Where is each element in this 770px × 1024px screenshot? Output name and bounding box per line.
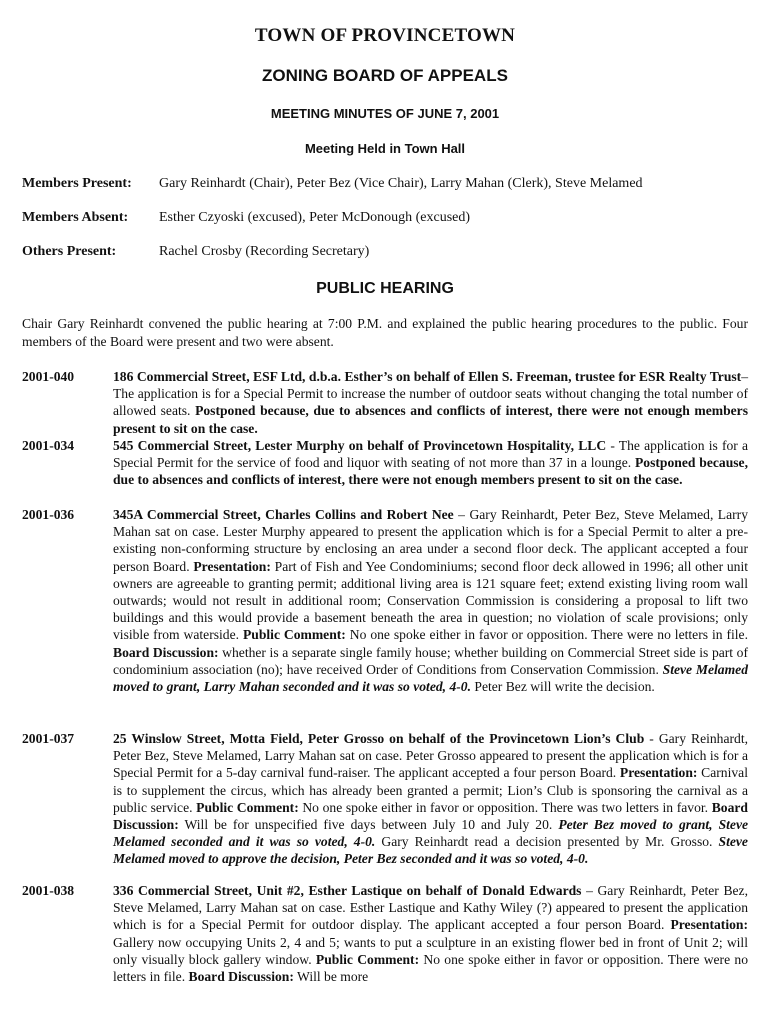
case-text: Will be more [293, 969, 369, 985]
case-text: No one spoke either in favor or opposition. There were no letters in file. [345, 627, 748, 643]
case-title: 336 Commercial Street, Unit #2, Esther Lastique on behalf of Donald Edwards [113, 883, 582, 898]
board-title: ZONING BOARD OF APPEALS [262, 66, 508, 85]
case-2001-036 [22, 506, 748, 695]
members-present-value: Gary Reinhardt (Chair), Peter Bez (Vice Chair), Larry Mahan (Clerk), Steve Melamed [159, 176, 643, 191]
presentation-label: Presentation: [619, 765, 698, 781]
case-title: 186 Commercial Street, ESF Ltd, d.b.a. Esther’s on behalf of Ellen S. Freeman, trustee for ESR Realty Trust [113, 369, 742, 384]
case-number: 2001-034 [22, 438, 75, 453]
presentation-label: Presentation: [193, 558, 271, 574]
case-text: No one spoke either in favor or opposition. There were no letters in file. [113, 951, 748, 985]
case-postponed: Postponed because, due to absences and conflicts of interest, there were not enough members present to sit on the case. [113, 403, 748, 436]
case-2001-034 [22, 437, 748, 489]
meeting-location: Meeting Held in Town Hall [304, 141, 466, 156]
case-text: Gallery now occupying Units 2, 4 and 5; wants to put a sculpture in an existing flower bed in front of Unit 2; will only visually block gallery window. [113, 934, 748, 967]
case-number: 2001-036 [22, 507, 75, 522]
case-body [113, 506, 748, 695]
vote-text: Steve Melamed moved to grant, Larry Mahan seconded and it was so voted, 4-0. [113, 661, 748, 695]
case-text: No one spoke either in favor or opposition. There was two letters in favor. [298, 799, 712, 815]
presentation-label: Presentation: [670, 917, 748, 933]
members-present-label: Members Present: [22, 176, 132, 191]
case-text: whether is a separate single family house; whether building on Commercial Street side is part of condominium association (no); have received Order of Conditions from Conservation Commission. [113, 644, 748, 677]
public-comment-label: Public Comment: [196, 799, 299, 815]
case-body [113, 368, 748, 437]
vote-text: Steve Melamed moved to approve the decision, Peter Bez seconded and it was so voted, 4-0. [113, 834, 748, 867]
others-present-value: Rachel Crosby (Recording Secretary) [159, 244, 370, 259]
board-discussion-label: Board Discussion: [188, 969, 294, 985]
board-discussion-label: Board Discussion: [113, 799, 748, 833]
public-comment-label: Public Comment: [315, 951, 420, 967]
case-number: 2001-038 [22, 883, 75, 898]
board-discussion-label: Board Discussion: [113, 644, 219, 660]
intro-paragraph: Chair Gary Reinhardt convened the public hearing at 7:00 P.M. and explained the public hearing procedures to the public. Four members of the Board were present and two were absent. [22, 316, 748, 349]
town-title: TOWN OF PROVINCETOWN [254, 25, 516, 46]
case-text: Will be for unspecified five days between July 10 and July 20. [178, 817, 559, 833]
case-2001-040 [22, 368, 748, 437]
case-text: Carnival is to supplement the circus, which has already been granted a permit; Lion’s Club is sponsoring the carnival as a public service. [113, 765, 748, 815]
members-absent-value: Esther Czyoski (excused), Peter McDonough (excused) [159, 210, 471, 225]
case-2001-038 [22, 882, 748, 985]
case-text: - Gary Reinhardt, Peter Bez, Steve Melamed, Larry Mahan sat on case. Peter Grosso appeared to present the application which is for a Special Permit for a 5-day carnival fund-raiser. The applicant accepted a four person Board. [113, 731, 749, 781]
vote-text: Peter Bez moved to grant, Steve Melamed seconded and it was so voted, 4-0. [113, 817, 749, 850]
others-present-label: Others Present: [22, 244, 117, 259]
case-text: Part of Fish and Yee Condominiums; second floor deck allowed in 1996; all other unit owners are agreeable to granting permit; additional living area is 121 square feet; extend existing living room wall outwards; would not result in additional room; Conservation Commission is considering a proposal to lift two buildings and this would provide a basement beneath the area in question; no violation of scale provisions; only visible from waterside. [113, 558, 748, 643]
case-text: – Gary Reinhardt, Peter Bez, Steve Melamed, Larry Mahan sat on case. Lester Murphy appeared to present the application which is for a Special Permit to alter a pre-existing non-conforming structure by enclosing an area under a second floor deck. The applicant accepted a four person Board. [113, 507, 748, 574]
meeting-minutes-title: MEETING MINUTES OF JUNE 7, 2001 [270, 106, 500, 121]
case-title: 25 Winslow Street, Motta Field, Peter Grosso on behalf of the Provincetown Lion’s Club [113, 731, 645, 746]
members-absent-label: Members Absent: [22, 210, 129, 225]
case-text: Gary Reinhardt read a decision presented by Mr. Grosso. [375, 834, 719, 850]
case-body [113, 437, 748, 489]
case-title: 345A Commercial Street, Charles Collins and Robert Nee [113, 507, 454, 522]
public-comment-label: Public Comment: [242, 627, 346, 643]
case-body [113, 730, 748, 868]
case-title: 545 Commercial Street, Lester Murphy on behalf of Provincetown Hospitality, LLC [113, 438, 607, 453]
case-postponed: Postponed because, due to absences and conflicts of interest, there were not enough members present to sit on the case. [113, 455, 748, 488]
case-text: – The application is for a Special Permit to increase the number of outdoor seats without changing the total number of allowed seats. [113, 369, 748, 419]
case-2001-037 [22, 730, 748, 868]
case-text: - The application is for a Special Permit for the service of food and liquor with seating of not more than 37 in a lounge. [113, 438, 749, 471]
case-number: 2001-040 [22, 369, 75, 384]
case-number: 2001-037 [22, 731, 75, 746]
section-title: PUBLIC HEARING [316, 280, 454, 297]
case-text: Peter Bez will write the decision. [470, 679, 655, 695]
case-text: – Gary Reinhardt, Peter Bez, Steve Melamed, Larry Mahan sat on case. Esther Lastique and Kathy Wiley (?) appeared to present the application which is for a Special Permit for outdoor display. The applicant accepted a four person Board. [113, 883, 748, 933]
case-body [113, 882, 748, 985]
